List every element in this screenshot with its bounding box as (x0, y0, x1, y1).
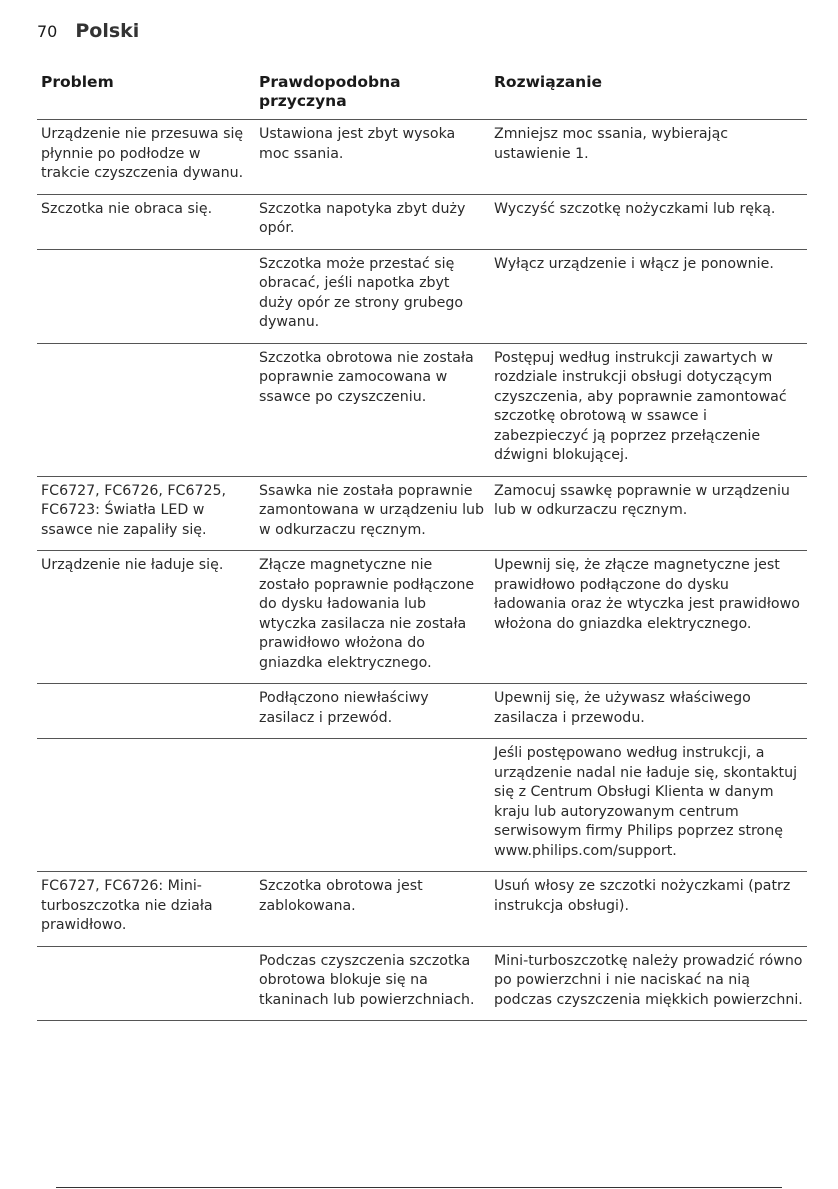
page-header (37, 20, 139, 42)
section-language-title: Polski (75, 20, 140, 42)
problem-cell: Szczotka nie obraca się. (37, 194, 255, 249)
solution-cell: Zamocuj ssawkę poprawnie w urządzeniu lub w odkurzaczu ręcznym. (490, 476, 807, 551)
solution-cell: Zmniejsz moc ssania, wybierając ustawienie 1. (490, 120, 807, 195)
problem-cell: Urządzenie nie przesuwa się płynnie po podłodze w trakcie czyszczenia dywanu. (37, 120, 255, 195)
cause-cell: Szczotka obrotowa nie została poprawnie zamocowana w ssawce po czyszczeniu. (255, 343, 490, 476)
table-row (37, 872, 807, 947)
problem-cell (37, 343, 255, 476)
cause-cell: Szczotka obrotowa jest zablokowana. (255, 872, 490, 947)
table-row (37, 739, 807, 872)
problem-cell (37, 684, 255, 739)
cause-cell: Szczotka może przestać się obracać, jeśli napotka zbyt duży opór ze strony grubego dywanu. (255, 249, 490, 343)
table-row (37, 476, 807, 551)
cause-cell: Ssawka nie została poprawnie zamontowana w urządzeniu lub w odkurzaczu ręcznym. (255, 476, 490, 551)
table-header-row (37, 70, 807, 120)
page-number: 70 (37, 22, 58, 41)
column-header-problem: Problem (37, 70, 255, 120)
solution-cell: Upewnij się, że złącze magnetyczne jest prawidłowo podłączone do dysku ładowania oraz że wtyczka jest prawidłowo włożona do gniazdka elektrycznego. (490, 551, 807, 684)
problem-cell (37, 739, 255, 872)
solution-cell: Jeśli postępowano według instrukcji, a urządzenie nadal nie ładuje się, skontaktuj się z Centrum Obsługi Klienta w danym kraju lub autoryzowanym centrum serwisowym firmy Philips poprzez stronę www.philips.com/support. (490, 739, 807, 872)
solution-cell: Wyłącz urządzenie i włącz je ponownie. (490, 249, 807, 343)
table-row (37, 249, 807, 343)
troubleshooting-table (37, 70, 807, 1021)
table-row (37, 946, 807, 1021)
problem-cell: FC6727, FC6726, FC6725, FC6723: Światła LED w ssawce nie zapaliły się. (37, 476, 255, 551)
table-row (37, 194, 807, 249)
solution-cell: Mini-turboszczotkę należy prowadzić równo po powierzchni i nie naciskać na nią podczas czyszczenia miękkich powierzchni. (490, 946, 807, 1021)
table-row (37, 343, 807, 476)
solution-cell: Postępuj według instrukcji zawartych w rozdziale instrukcji obsługi dotyczącym czyszczenia, aby poprawnie zamontować szczotkę obrotową w ssawce i zabezpieczyć ją poprzez przełączenie dźwigni blokującej. (490, 343, 807, 476)
problem-cell (37, 249, 255, 343)
column-header-cause: Prawdopodobna przyczyna (255, 70, 490, 120)
problem-cell: FC6727, FC6726: Mini-turboszczotka nie działa prawidłowo. (37, 872, 255, 947)
footer-divider (56, 1187, 782, 1188)
solution-cell: Upewnij się, że używasz właściwego zasilacza i przewodu. (490, 684, 807, 739)
cause-cell: Podczas czyszczenia szczotka obrotowa blokuje się na tkaninach lub powierzchniach. (255, 946, 490, 1021)
table-row (37, 120, 807, 195)
solution-cell: Wyczyść szczotkę nożyczkami lub ręką. (490, 194, 807, 249)
cause-cell: Ustawiona jest zbyt wysoka moc ssania. (255, 120, 490, 195)
problem-cell (37, 946, 255, 1021)
cause-cell: Podłączono niewłaściwy zasilacz i przewód. (255, 684, 490, 739)
solution-cell: Usuń włosy ze szczotki nożyczkami (patrz instrukcja obsługi). (490, 872, 807, 947)
cause-cell (255, 739, 490, 872)
column-header-solution: Rozwiązanie (490, 70, 807, 120)
problem-cell: Urządzenie nie ładuje się. (37, 551, 255, 684)
table-row (37, 551, 807, 684)
cause-cell: Złącze magnetyczne nie zostało poprawnie podłączone do dysku ładowania lub wtyczka zasilacza nie została prawidłowo włożona do gniazdka elektrycznego. (255, 551, 490, 684)
table-row (37, 684, 807, 739)
cause-cell: Szczotka napotyka zbyt duży opór. (255, 194, 490, 249)
